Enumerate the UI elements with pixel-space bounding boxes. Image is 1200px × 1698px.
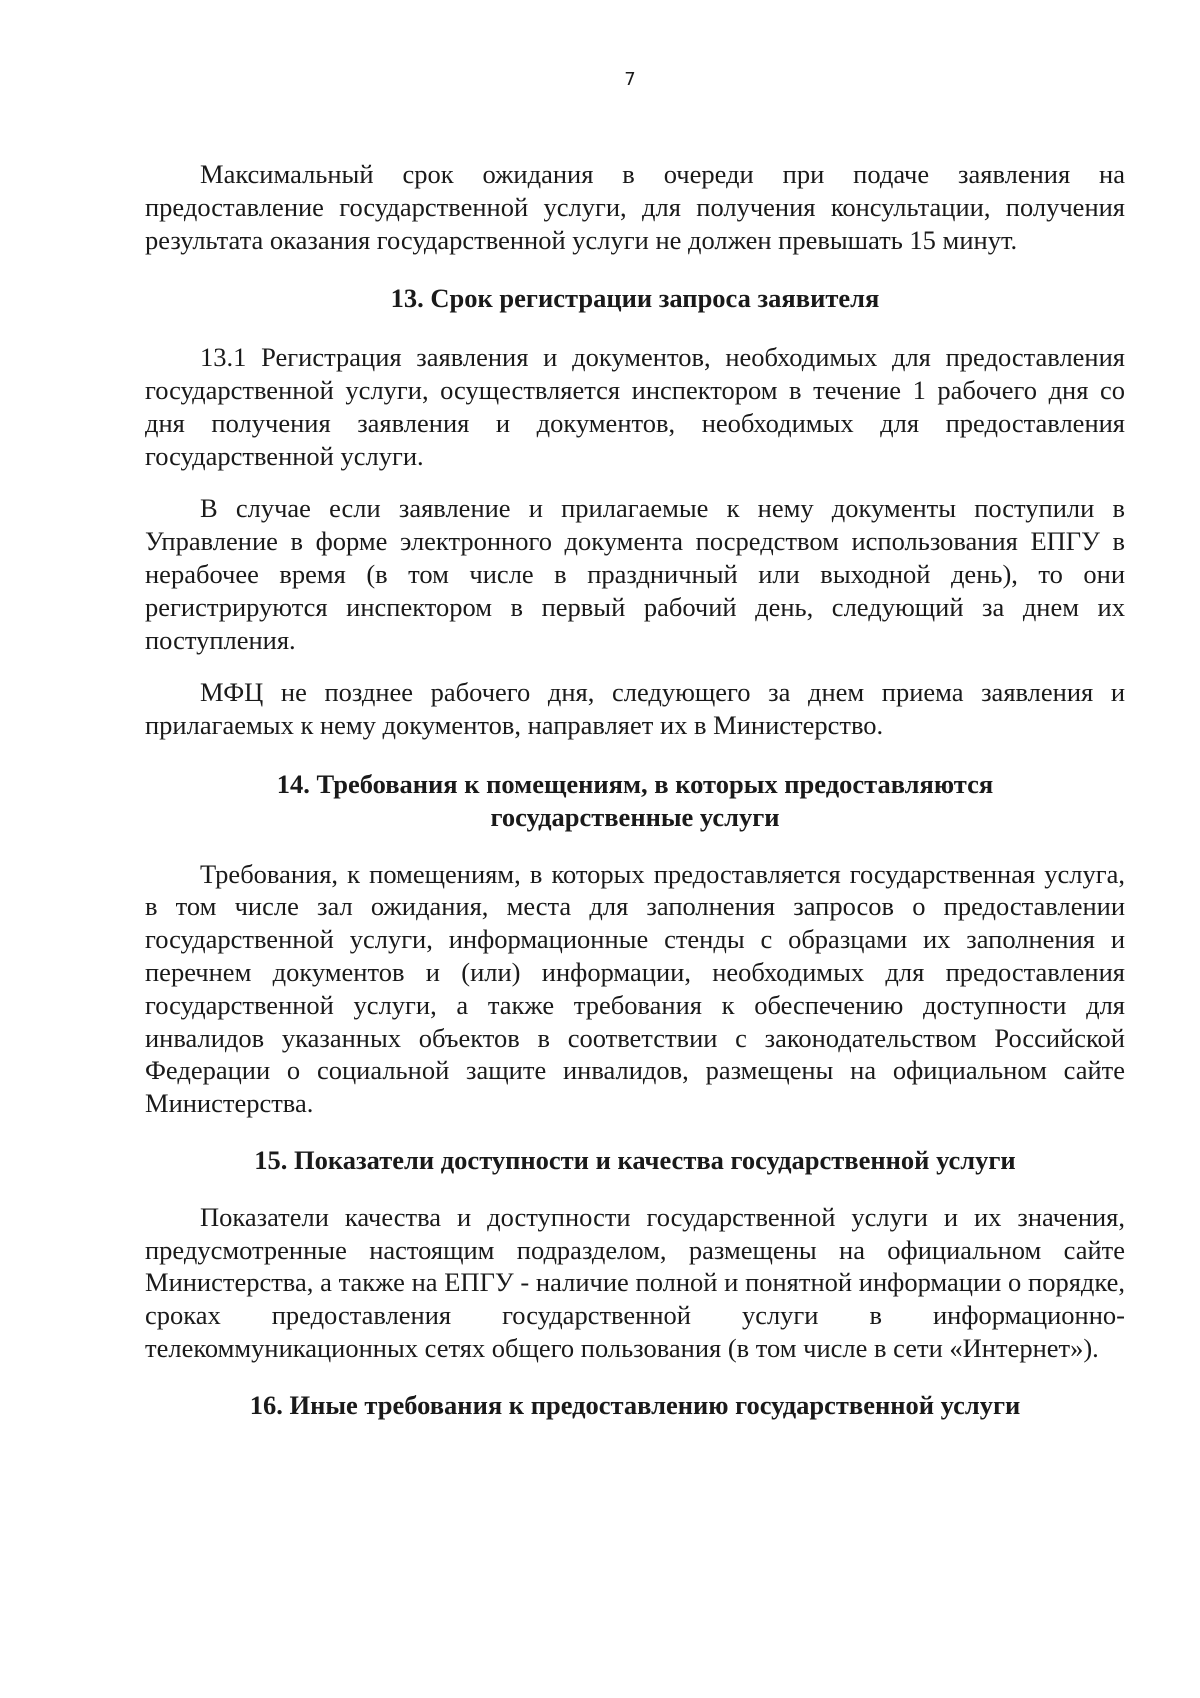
section-13-heading: 13. Срок регистрации запроса заявителя bbox=[390, 283, 880, 314]
paragraph-13-1: 13.1 Регистрация заявления и документов, необходимых для предоставления государственной услуги, осуществляется инспектором в течение 1 рабочего дня со дня получения заявления и документов, необходимых для предоставления государственной услуги. bbox=[145, 342, 1125, 471]
section-15-heading: 15. Показатели доступности и качества государственной услуги bbox=[254, 1144, 1016, 1175]
section-14-heading-line-2: государственные услуги bbox=[490, 801, 780, 832]
section-16-heading: 16. Иные требования к предоставлению государственной услуги bbox=[249, 1389, 1021, 1420]
section-14-heading bbox=[145, 768, 1125, 834]
section-14-heading-line-1: 14. Требования к помещениям, в которых предоставляются bbox=[276, 768, 994, 799]
paragraph-14-premises: Требования, к помещениям, в которых предоставляется государственная услуга, в том числе зал ожидания, места для заполнения запросов о предоставлении государственной услуги, информационные стенды с образцами их заполнения и перечнем документов и (или) информации, необходимых для предоставления государственной услуги, а также требования к обеспечению доступности для инвалидов указанных объектов в соответствии с законодательством Российской Федерации о социальной защите инвалидов, размещены на официальном сайте Министерства. bbox=[145, 858, 1125, 1119]
page-number: 7 bbox=[624, 69, 636, 90]
document-body bbox=[145, 158, 1125, 1422]
paragraph-waiting-time: Максимальный срок ожидания в очереди при подаче заявления на предоставление государственной услуги, для получения консультации, получения результата оказания государственной услуги не должен превышать 15 минут. bbox=[145, 159, 1125, 255]
paragraph-13-mfc: МФЦ не позднее рабочего дня, следующего за днем приема заявления и прилагаемых к нему документов, направляет их в Министерство. bbox=[145, 677, 1125, 741]
paragraph-15-indicators: Показатели качества и доступности государственной услуги и их значения, предусмотренные настоящим подразделом, размещены на официальном сайте Министерства, а также на ЕПГУ - наличие полной и понятной информации о порядке, сроках предоставления государственной услуги в информационно-телекоммуникационных сетях общего пользования (в том числе в сети «Интернет»). bbox=[145, 1201, 1125, 1363]
paragraph-13-electronic: В случае если заявление и прилагаемые к нему документы поступили в Управление в форме электронного документа посредством использования ЕПГУ в нерабочее время (в том числе в праздничный или выходной день), то они регистрируются инспектором в первый рабочий день, следующий за днем их поступления. bbox=[145, 493, 1125, 655]
